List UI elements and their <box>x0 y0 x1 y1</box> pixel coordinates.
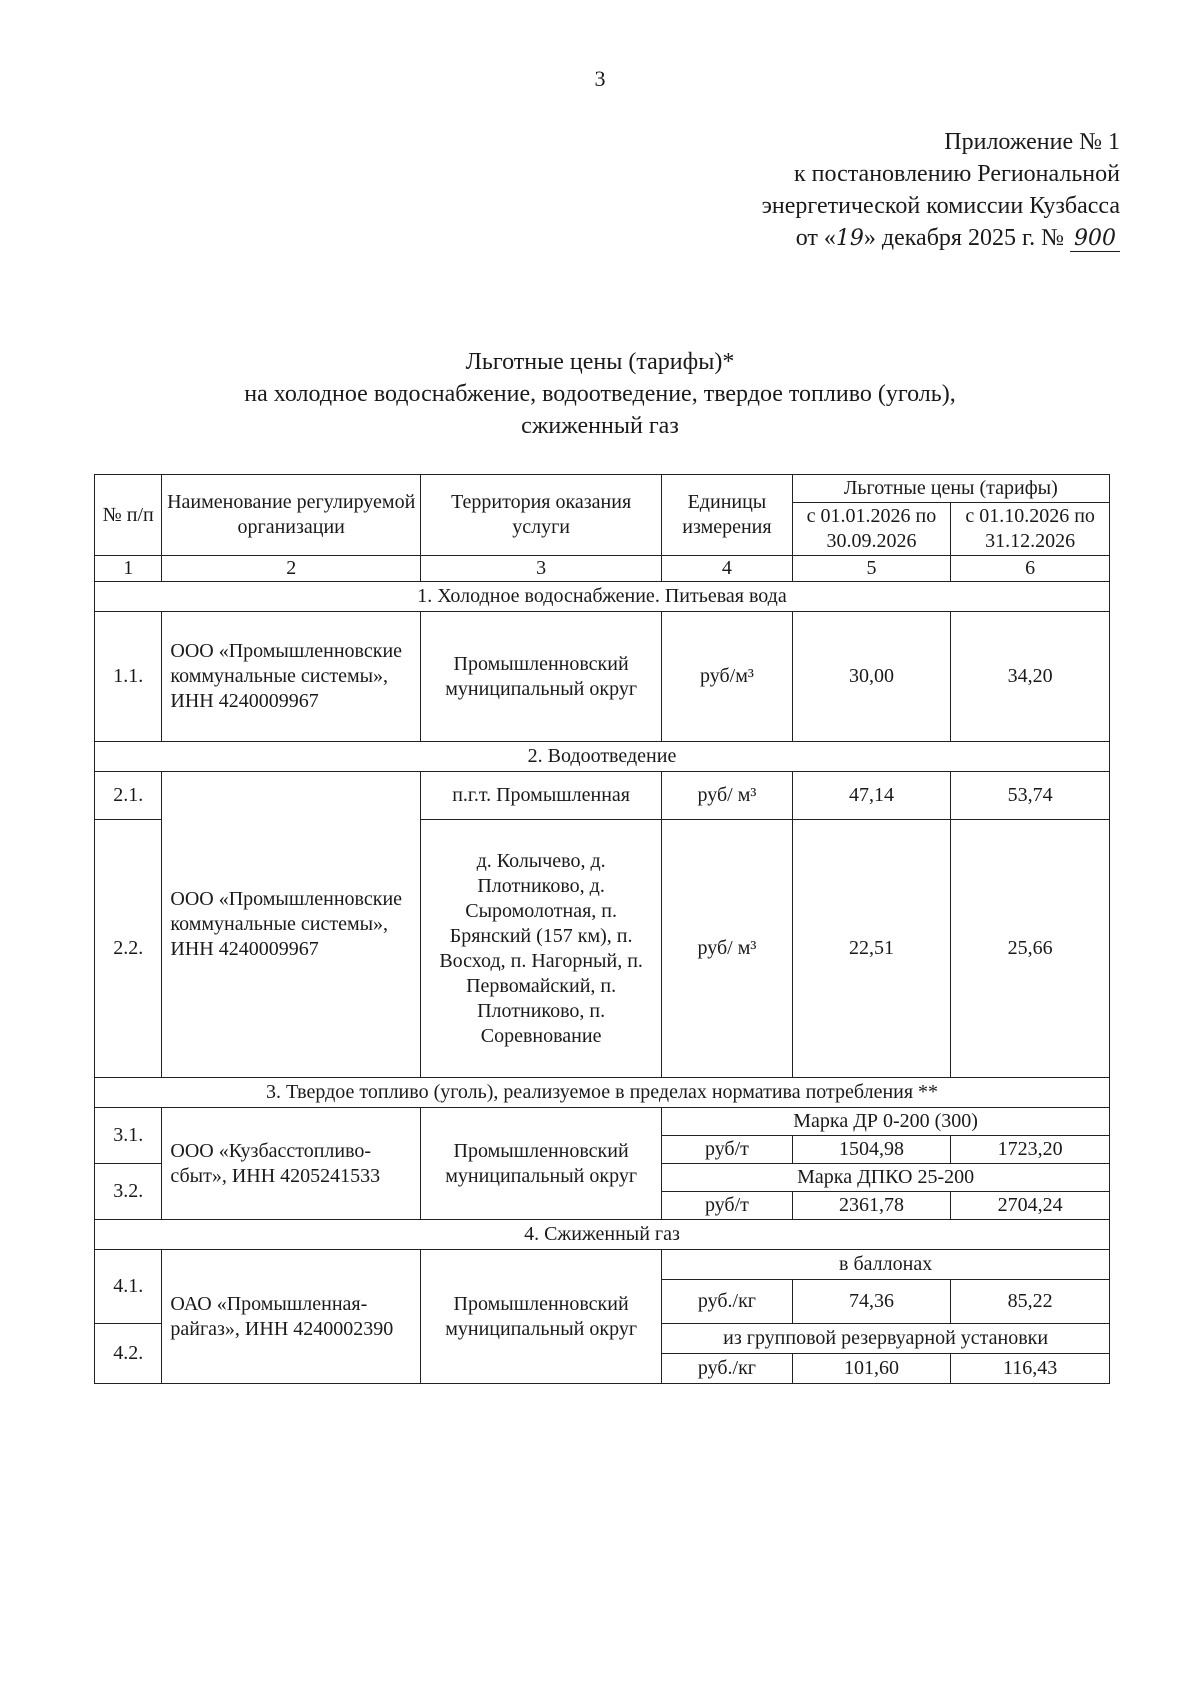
row-price-1: 2361,78 <box>792 1192 951 1220</box>
title-line-1: Льготные цены (тарифы)* <box>465 349 735 375</box>
col-number: 1 <box>95 556 162 582</box>
section-row <box>95 582 1110 612</box>
row-territory: Промышленновский муниципальный округ <box>421 1250 662 1384</box>
header-num: № п/п <box>95 475 162 556</box>
table-row <box>95 612 1110 742</box>
header-period-1: с 01.01.2026 по 30.09.2026 <box>792 503 951 556</box>
row-num: 3.2. <box>95 1164 162 1220</box>
row-territory: Промышленновский муниципальный округ <box>421 612 662 742</box>
header-row <box>95 475 1110 503</box>
section-2-title: 2. Водоотведение <box>95 742 1110 772</box>
row-price-1: 74,36 <box>792 1280 951 1324</box>
row-org: ООО «Промышленновские коммунальные системы», ИНН 4240009967 <box>162 612 421 742</box>
header-org: Наименование регулируемой организации <box>162 475 421 556</box>
tariffs-table <box>94 474 1110 1384</box>
col-number: 2 <box>162 556 421 582</box>
row-territory: п.г.т. Промышленная <box>421 772 662 820</box>
row-unit: руб/т <box>662 1136 792 1164</box>
document-title <box>120 346 1080 442</box>
row-price-2: 34,20 <box>951 612 1110 742</box>
row-num: 4.2. <box>95 1324 162 1384</box>
row-num: 2.2. <box>95 820 162 1078</box>
col-number: 6 <box>951 556 1110 582</box>
row-price-2: 85,22 <box>951 1280 1110 1324</box>
row-price-2: 53,74 <box>951 772 1110 820</box>
header-territory: Территория оказания услуги <box>421 475 662 556</box>
row-unit: руб/ м³ <box>662 820 792 1078</box>
row-territory: Промышленновский муниципальный округ <box>421 1108 662 1220</box>
section-1-title: 1. Холодное водоснабжение. Питьевая вода <box>95 582 1110 612</box>
section-row <box>95 1078 1110 1108</box>
row-org: ООО «Кузбасстопливо-сбыт», ИНН 4205241533 <box>162 1108 421 1220</box>
date-prefix: от « <box>795 225 836 251</box>
row-territory: д. Колычево, д. Плотниково, д. Сыромолотная, п. Брянский (157 км), п. Восход, п. Нагорный, п. Первомайский, п. Плотниково, п. Соревнование <box>421 820 662 1078</box>
row-num: 1.1. <box>95 612 162 742</box>
col-number: 3 <box>421 556 662 582</box>
section-4-title: 4. Сжиженный газ <box>95 1220 1110 1250</box>
appendix-date-line <box>600 222 1120 255</box>
row-price-1: 101,60 <box>792 1354 951 1384</box>
section-3-title: 3. Твердое топливо (уголь), реализуемое в пределах норматива потребления ** <box>95 1078 1110 1108</box>
row-price-1: 30,00 <box>792 612 951 742</box>
row-org: ООО «Промышленновские коммунальные системы», ИНН 4240009967 <box>162 772 421 1078</box>
row-price-2: 1723,20 <box>951 1136 1110 1164</box>
row-org: ОАО «Промышленная-райгаз», ИНН 4240002390 <box>162 1250 421 1384</box>
title-line-2: на холодное водоснабжение, водоотведение, твердое топливо (уголь), <box>244 381 956 407</box>
appendix-line-commission: энергетической комиссии Кузбасса <box>761 193 1120 219</box>
table-row <box>95 1250 1110 1280</box>
row-price-2: 2704,24 <box>951 1192 1110 1220</box>
appendix-line-resolution: к постановлению Региональной <box>794 161 1120 187</box>
appendix-header <box>600 126 1120 255</box>
col-number: 4 <box>662 556 792 582</box>
row-price-1: 1504,98 <box>792 1136 951 1164</box>
table-row <box>95 1108 1110 1136</box>
handwritten-doc-number: 900 <box>1070 226 1120 252</box>
header-units: Единицы измерения <box>662 475 792 556</box>
row-price-2: 25,66 <box>951 820 1110 1078</box>
row-price-1: 47,14 <box>792 772 951 820</box>
row-price-1: 22,51 <box>792 820 951 1078</box>
row-unit: руб./кг <box>662 1354 792 1384</box>
date-suffix: » декабря 2025 г. № <box>863 225 1064 251</box>
row-unit: руб/ м³ <box>662 772 792 820</box>
row-unit: руб/т <box>662 1192 792 1220</box>
coal-grade-label: Марка ДР 0-200 (300) <box>662 1108 1110 1136</box>
row-unit: руб/м³ <box>662 612 792 742</box>
table-row <box>95 772 1110 820</box>
gas-delivery-label: в баллонах <box>662 1250 1110 1280</box>
gas-delivery-label: из групповой резервуарной установки <box>662 1324 1110 1354</box>
column-numbers-row <box>95 556 1110 582</box>
col-number: 5 <box>792 556 951 582</box>
row-num: 3.1. <box>95 1108 162 1164</box>
row-num: 2.1. <box>95 772 162 820</box>
row-unit: руб./кг <box>662 1280 792 1324</box>
appendix-title: Приложение № 1 <box>944 129 1120 155</box>
handwritten-day: 19 <box>835 226 864 251</box>
section-row <box>95 742 1110 772</box>
row-num: 4.1. <box>95 1250 162 1324</box>
page-number: 3 <box>594 66 606 91</box>
header-prices: Льготные цены (тарифы) <box>792 475 1109 503</box>
section-row <box>95 1220 1110 1250</box>
title-line-3: сжиженный газ <box>521 413 679 439</box>
coal-grade-label: Марка ДПКО 25-200 <box>662 1164 1110 1192</box>
row-price-2: 116,43 <box>951 1354 1110 1384</box>
header-period-2: с 01.10.2026 по 31.12.2026 <box>951 503 1110 556</box>
